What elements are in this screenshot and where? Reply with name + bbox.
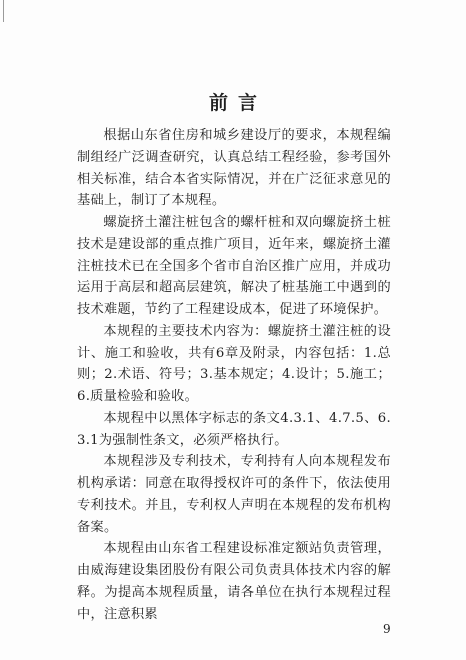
- page-title: 前言: [208, 91, 267, 114]
- paragraph-background: 螺旋挤土灌注桩包含的螺杆桩和双向螺旋挤土桩技术是建设部的重点推广项目，近年来，螺旋挤土灌注桩技术已在全国多个省市自治区推广应用，并成功运用于高层和超高层建筑，解决了桩基施工中遇到的技术难题，节约了工程建设成本，促进了环境保护。: [77, 215, 391, 317]
- paragraph-patent: 本规程涉及专利技术，专利持有人向本规程发布机构承诺：同意在取得授权许可的条件下，依法使用专利技术。并且，专利权人声明在本规程的发布机构备案。: [77, 454, 391, 535]
- paragraph-mandatory-clauses: 本规程中以黑体字标志的条文4.3.1、4.7.5、6.3.1为强制性条文，必须严格执行。: [77, 410, 391, 448]
- binding-edge-mark: [3, 0, 4, 22]
- page-number: 9: [383, 622, 391, 636]
- body-text: [77, 125, 391, 625]
- paragraph-basis: 根据山东省住房和城乡建设厅的要求，本规程编制组经广泛调查研究，认真总结工程经验，参考国外相关标准，结合本省实际情况，并在广泛征求意见的基础上，制订了本规程。: [77, 128, 391, 209]
- paragraph-contents: 本规程的主要技术内容为：螺旋挤土灌注桩的设计、施工和验收，共有6章及附录，内容包括：1.总则；2.术语、符号；3.基本规定；4.设计；5.施工；6.质量检验和验收。: [77, 323, 391, 404]
- paragraph-management: 本规程由山东省工程建设标准定额站负责管理，由威海建设集团股份有限公司负责具体技术内容的解释。为提高本规程质量，请各单位在执行本规程过程中，注意积累: [77, 541, 391, 622]
